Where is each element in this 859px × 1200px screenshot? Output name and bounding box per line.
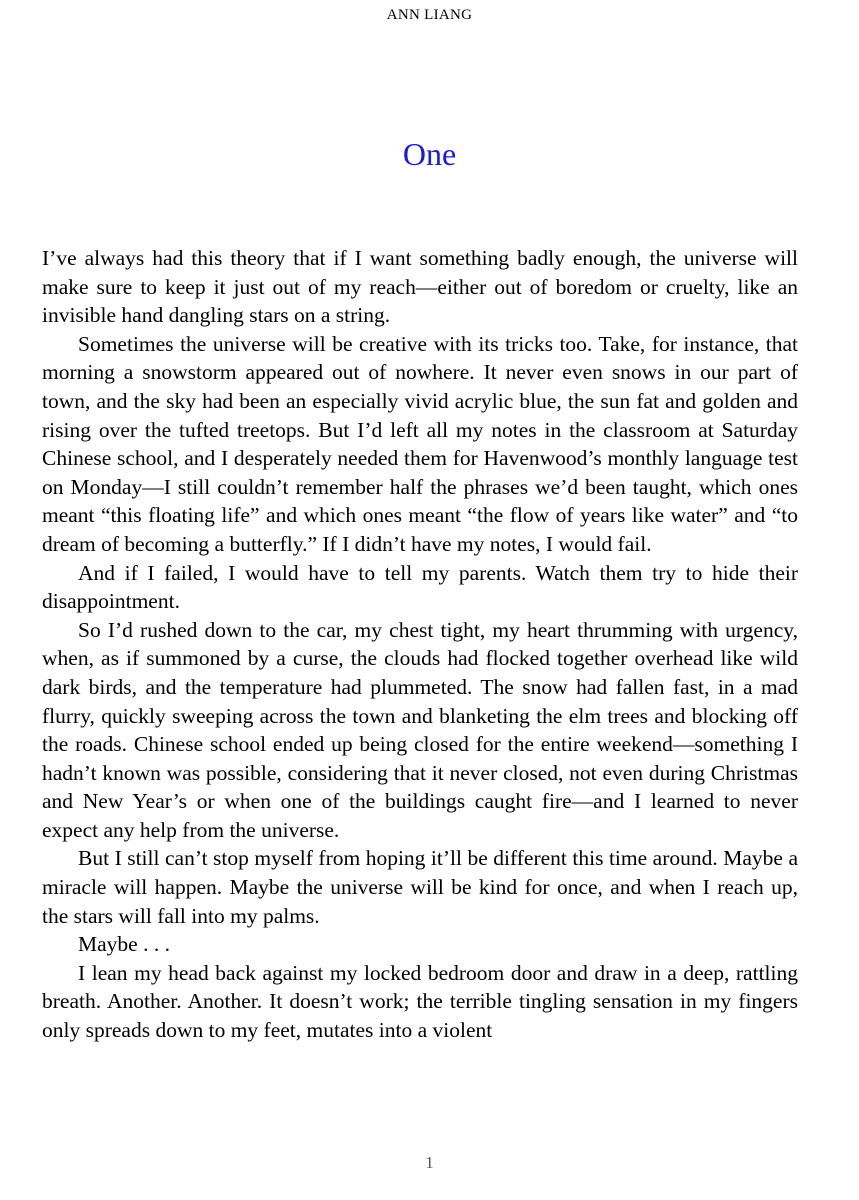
page-number: 1 [425, 1153, 434, 1172]
paragraph: I lean my head back against my locked bedroom door and draw in a deep, rattling breath. Another. Another. It doesn’t work; the terrible tingling sensation in my fingers only spreads down to my feet, mutates into a violent [42, 960, 798, 1043]
body-text [42, 244, 798, 1045]
chapter-title: One [402, 136, 457, 172]
running-header: ANN LIANG [386, 7, 473, 23]
paragraph: And if I failed, I would have to tell my parents. Watch them try to hide their disappointment. [42, 560, 798, 614]
paragraph: So I’d rushed down to the car, my chest tight, my heart thrumming with urgency, when, as if summoned by a curse, the clouds had flocked together overhead like wild dark birds, and the temperature had plummeted. The snow had fallen fast, in a mad flurry, quickly sweeping across the town and blanketing the elm trees and blocking off the roads. Chinese school ended up being closed for the entire weekend—something I hadn’t known was possible, considering that it never closed, not even during Christmas and New Year’s or when one of the buildings caught fire—and I learned to never expect any help from the universe. [42, 617, 798, 842]
paragraph: I’ve always had this theory that if I want something badly enough, the universe will make sure to keep it just out of my reach—either out of boredom or cruelty, like an invisible hand dangling stars on a string. [42, 246, 798, 328]
paragraph: Maybe . . . [78, 932, 170, 957]
paragraph: Sometimes the universe will be creative with its tricks too. Take, for instance, that morning a snowstorm appeared out of nowhere. It never even snows in our part of town, and the sky had been an especially vivid acrylic blue, the sun fat and golden and rising over the tufted treetops. But I’d left all my notes in the classroom at Saturday Chinese school, and I desperately needed them for Havenwood’s monthly language test on Monday—I still couldn’t remember half the phrases we’d been taught, which ones meant “this floating life” and which ones meant “the flow of years like water” and “to dream of becoming a butterfly.” If I didn’t have my notes, I would fail. [42, 331, 798, 556]
paragraph: But I still can’t stop myself from hoping it’ll be different this time around. Maybe a miracle will happen. Maybe the universe will be kind for once, and when I reach up, the stars will fall into my palms. [42, 846, 798, 928]
